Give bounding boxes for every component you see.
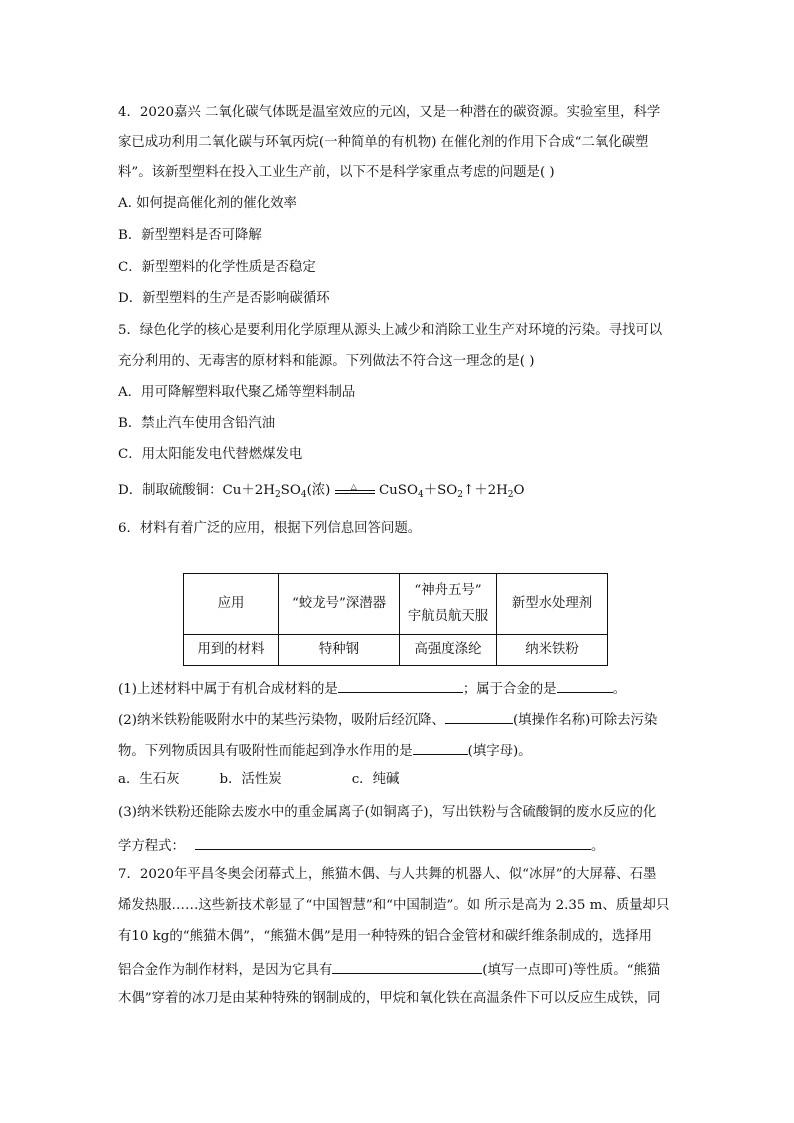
q5-option-d [118,482,525,500]
equation-product: O [513,483,525,498]
q4-stem-line2: 家已成功利用二氧化碳与环氧丙烷(一种简单的有机物) 在催化剂的作用下合成“二氧化碳塑 [118,135,649,150]
answer-blank[interactable] [195,835,591,850]
q6-part2-line2 [118,740,532,761]
subscript: 2 [274,490,281,500]
q4-option-d: D．新型塑料的生产是否影响碳循环 [118,291,330,306]
q7-stem-line1: 7．2020年平昌冬奥会闭幕式上，熊猫木偶、与人共舞的机器人、似“冰屏”的大屏幕、石墨 [118,867,657,882]
subscript: 2 [507,490,514,500]
subscript: 4 [300,490,307,500]
heating-equals-sign [335,481,375,498]
table-cell-line: 宇航员航天服 [407,609,489,624]
q6-part3-line2 [118,835,604,856]
table-row [184,635,608,666]
q7-text: 铝合金作为制作材料，是因为它具有 [118,963,333,978]
heat-condition-symbol: △ [350,481,357,491]
table-cell-line: “神舟五号” [414,583,482,598]
table-cell: 用到的材料 [184,635,279,666]
table-cell: 新型水处理剂 [497,574,608,635]
q6-part1-text: 。 [612,682,626,697]
answer-blank[interactable] [413,740,468,755]
materials-table [183,573,608,666]
q6-part3-text: 。 [590,839,605,854]
table-cell [400,574,497,635]
answer-blank[interactable] [557,678,613,693]
table-cell: 高强度涤纶 [400,635,497,666]
q7-stem-line3: 有10 kg的“熊猫木偶”，“熊猫木偶”是用一种特殊的铝合金管材和碳纤维条制成的，选择用 [118,929,653,944]
q6-part2-text: (2)纳米铁粉能吸附水中的某些污染物，吸附后经沉降、 [118,713,445,728]
q5-option-c: C．用太阳能发电代替燃煤发电 [118,447,303,462]
q4-stem-line3: 料”。该新型塑料在投入工业生产前，以下不是科学家重点考虑的问题是( ) [118,165,555,180]
q7-stem-line5: 木偶”穿着的冰刀是由某种特殊的钢制成的，甲烷和氧化铁在高温条件下可以反应生成铁，同 [118,991,661,1006]
table-cell: “蛟龙号”深潜器 [279,574,400,635]
q7-text: (填写一点即可)等性质。“熊猫 [482,963,661,978]
q5-stem-line2: 充分利用的、无毒害的原材料和能源。下列做法不符合这一理念的是( ) [118,354,535,369]
q4-option-a: A. 如何提高催化剂的催化效率 [118,196,297,211]
q6-intro: 6．材料有着广泛的应用，根据下列信息回答问题。 [118,521,422,536]
equation-product: ↑＋2H [462,483,508,498]
q6-part1 [118,678,626,699]
q6-part1-text: (1)上述材料中属于有机合成材料的是 [118,682,338,697]
equation-reactants: D．制取硫酸铜：Cu＋2H [118,483,275,498]
table-cell: 纳米铁粉 [497,635,608,666]
q6-options [118,771,399,789]
q5-stem-line1: 5．绿色化学的核心是要利用化学原理从源头上减少和消除工业生产对环境的污染。寻找可以 [118,323,663,338]
equation-product: ＋SO [423,483,458,498]
answer-blank[interactable] [445,709,513,724]
concentrated-label: (浓) [306,483,331,498]
q4-option-b: B．新型塑料是否可降解 [118,228,262,243]
option-b: b．活性炭 [219,772,282,787]
q7-stem-line2: 烯发热服……这些新技术彰显了“中国智慧”和“中国制造”。如 所示是高为 2.35 m、质量却只 [118,898,670,913]
q6-part3-line1: (3)纳米铁粉还能除去废水中的重金属离子(如铜离子)，写出铁粉与含硫酸铜的废水反应的化 [118,805,657,820]
option-c: c．纯碱 [351,772,400,787]
table-cell: 应用 [184,574,279,635]
q6-part2-text: 物。下列物质因具有吸附性而能起到净水作用的是 [118,744,413,759]
answer-blank[interactable] [332,959,482,974]
q6-part3-text: 学方程式： [118,839,185,854]
q5-option-b: B．禁止汽车使用含铅汽油 [118,416,276,431]
q6-part1-text: ；属于合金的是 [462,682,557,697]
equation-product: CuSO [378,483,418,498]
q4-stem-line1: 4．2020嘉兴 二氧化碳气体既是温室效应的元凶，又是一种潜在的碳资源。实验室里，科学 [118,105,661,120]
q4-option-c: C．新型塑料的化学性质是否稳定 [118,260,316,275]
answer-blank[interactable] [338,678,463,693]
q6-part2-text: (填字母)。 [467,744,532,759]
q7-stem-line4 [118,959,660,980]
option-a: a．生石灰 [118,772,180,787]
formula-part: SO [280,483,301,498]
subscript: 2 [457,490,463,500]
q5-option-a: A．用可降解塑料取代聚乙烯等塑料制品 [118,385,356,400]
table-row [184,574,608,635]
q6-part2-text: (填操作名称)可除去污染 [512,713,658,728]
table-cell: 特种钢 [279,635,400,666]
q6-part2-line1 [118,709,657,730]
subscript: 4 [417,490,424,500]
